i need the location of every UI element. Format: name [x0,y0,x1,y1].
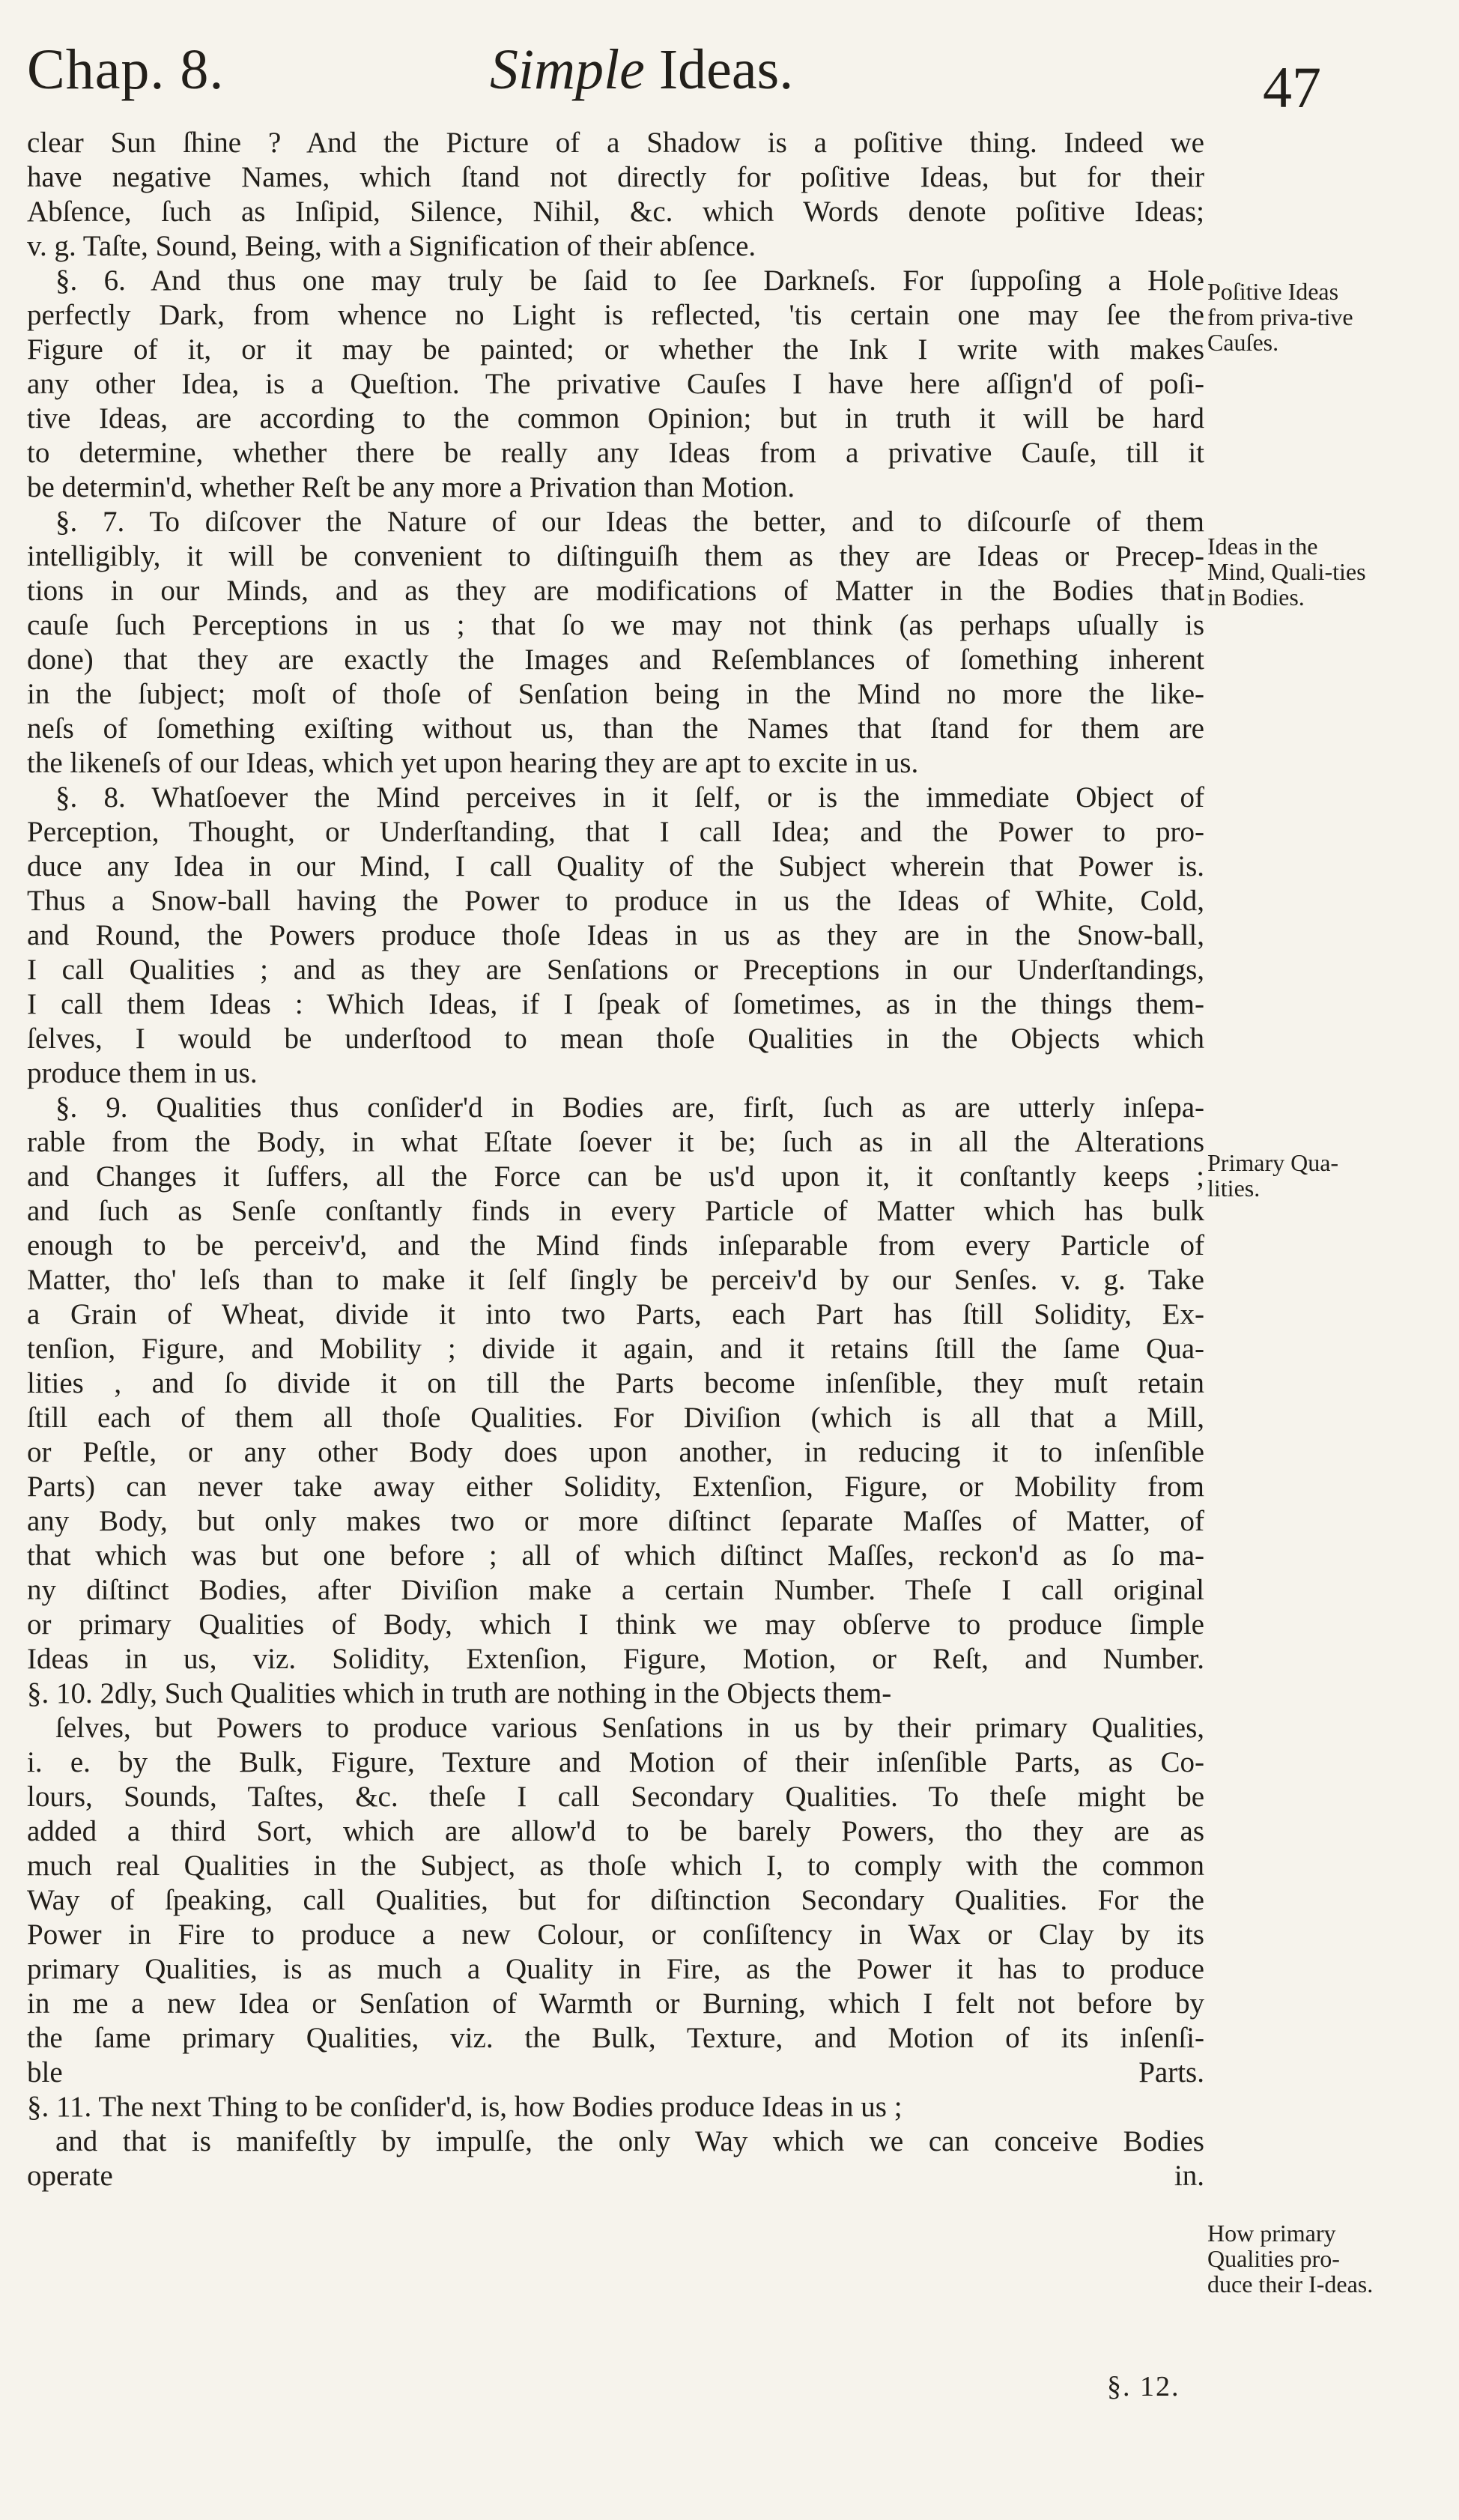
margin-note: Poſitive Ideas from priva-tive Cauſes. [1207,278,1353,356]
text-line: be determin'd, whether Reſt be any more a Privation than Motion. [27,471,795,503]
text-line: rable from the Body, in what Eſtate ſoever it be; ſuch as in all the Alterations [27,1126,1204,1158]
margin-note: Primary Qua-lities. [1207,1149,1339,1202]
text-line: enough to be perceiv'd, and the Mind finds inſeparable from every Particle of [27,1229,1204,1261]
text-line: and that is manifeſtly by impulſe, the only Way which we can conceive Bodies [55,2125,1204,2157]
text-line: Thus a Snow-ball having the Power to produce in us the Ideas of White, Cold, [27,885,1204,917]
text-line: §. 9. Qualities thus conſider'd in Bodies are, firſt, ſuch as are utterly inſepa- [55,1091,1204,1124]
text-line: and Round, the Powers produce thoſe Ideas in us as they are in the Snow-ball, [27,919,1204,951]
page-title-rest: Ideas. [644,38,794,101]
page-title [490,37,793,103]
text-line: §. 7. To diſcover the Nature of our Ideas the better, and to diſcourſe of them [55,506,1204,538]
text-line: §. 6. And thus one may truly be ſaid to ſee Darkneſs. For ſuppoſing a Hole [55,264,1204,297]
text-line: have negative Names, which ſtand not directly for poſitive Ideas, but for their [27,161,1204,193]
text-line: §. 8. Whatſoever the Mind perceives in it ſelf, or is the immediate Object of [55,781,1204,814]
text-line: and Changes it ſuffers, all the Force can be us'd upon it, it conſtantly keeps ; [27,1160,1204,1193]
text-line: Power in Fire to produce a new Colour, or conſiſtency in Wax or Clay by its [27,1918,1204,1951]
text-line: lities , and ſo divide it on till the Parts become inſenſible, they muſt retain [27,1367,1204,1399]
text-line: §. 11. The next Thing to be conſider'd, is, how Bodies produce Ideas in us ; [27,2091,903,2123]
text-line: or Peſtle, or any other Body does upon another, in reducing it to inſenſible [27,1436,1204,1468]
text-line: Matter, tho' leſs than to make it ſelf ſingly be perceiv'd by our Senſes. v. g. Take [27,1264,1204,1296]
text-line: ſelves, I would be underſtood to mean thoſe Qualities in the Objects which [27,1023,1204,1055]
text-line: ny diſtinct Bodies, after Diviſion make a certain Number. Theſe I call original [27,1574,1204,1606]
text-line: in the ſubject; moſt of thoſe of Senſation being in the Mind no more the like- [27,678,1204,710]
text-line: I call Qualities ; and as they are Senſations or Preceptions in our Underſtandings, [27,954,1204,986]
text-line [27,2193,1204,2228]
text-line: any other Idea, is a Queſtion. The privative Cauſes I have here aſſign'd of poſi- [27,368,1204,400]
text-line: a Grain of Wheat, divide it into two Parts, each Part has ſtill Solidity, Ex- [27,1298,1204,1330]
text-line: the ſame primary Qualities, viz. the Bulk, Texture, and Motion of its inſenſi- [27,2022,1204,2054]
text-line: neſs of ſomething exiſting without us, than the Names that ſtand for them are [27,712,1204,745]
body-text [27,126,1204,2228]
text-line: produce them in us. [27,1057,258,1089]
text-line: i. e. by the Bulk, Figure, Texture and Motion of their inſenſible Parts, as Co- [27,1746,1204,1778]
text-line: Figure of it, or it may be painted; or whether the Ink I write with makes [27,333,1204,366]
text-line: §. 10. 2dly, Such Qualities which in truth are nothing in the Objects them- [27,1677,892,1709]
text-line: I call them Ideas : Which Ideas, if I ſpeak of ſometimes, as in the things them- [27,988,1204,1020]
text-line: primary Qualities, is as much a Quality in Fire, as the Power it has to produce [27,1953,1204,1985]
page-title-italic: Simple [490,38,645,101]
text-line: duce any Idea in our Mind, I call Quality of the Subject wherein that Power is. [27,850,1204,882]
margin-note: How primary Qualities pro-duce their I-deas. [1207,2220,1374,2298]
text-line: perfectly Dark, from whence no Light is reflected, 'tis certain one may ſee the [27,299,1204,331]
text-line: Way of ſpeaking, call Qualities, but for diſtinction Secondary Qualities. For the [27,1884,1204,1916]
text-line: much real Qualities in the Subject, as thoſe which I, to comply with the common [27,1850,1204,1882]
text-line: any Body, but only makes two or more diſtinct ſeparate Maſſes of Matter, of [27,1505,1204,1537]
text-line: operate in. [27,2160,1204,2192]
page-number: 47 [1263,55,1321,120]
running-head [27,37,1345,127]
text-line: cauſe ſuch Perceptions in us ; that ſo we may not think (as perhaps uſually is [27,609,1204,641]
text-line: tenſion, Figure, and Mobility ; divide it again, and it retains ſtill the ſame Qua- [27,1333,1204,1365]
text-line: that which was but one before ; all of which diſtinct Maſſes, reckon'd as ſo ma- [27,1539,1204,1572]
text-line: v. g. Taſte, Sound, Being, with a Signification of their abſence. [27,230,756,262]
chapter-label: Chap. 8. [27,38,225,101]
text-line: and ſuch as Senſe conſtantly finds in every Particle of Matter which has bulk [27,1195,1204,1227]
text-line: in me a new Idea or Senſation of Warmth or Burning, which I felt not before by [27,1987,1204,2020]
text-line: Parts) can never take away either Solidity, Extenſion, Figure, or Mobility from [27,1470,1204,1503]
text-line: tions in our Minds, and as they are modifications of Matter in the Bodies that [27,575,1204,607]
text-line: Abſence, ſuch as Inſipid, Silence, Nihil, &c. which Words denote poſitive Ideas; [27,196,1204,228]
margin-note: Ideas in the Mind, Quali-ties in Bodies. [1207,533,1366,611]
text-line: added a third Sort, which are allow'd to be barely Powers, tho they are as [27,1815,1204,1847]
text-line: ble Parts. [27,2056,1204,2089]
text-line: clear Sun ſhine ? And the Picture of a Shadow is a poſitive thing. Indeed we [27,127,1204,159]
text-line: tive Ideas, are according to the common Opinion; but in truth it will be hard [27,402,1204,434]
text-line: ſtill each of them all thoſe Qualities. For Diviſion (which is all that a Mill, [27,1402,1204,1434]
text-line: lours, Sounds, Taſtes, &c. theſe I call Secondary Qualities. To theſe might be [27,1781,1204,1813]
text-line: done) that they are exactly the Images and Reſemblances of ſomething inherent [27,643,1204,676]
text-line: the likeneſs of our Ideas, which yet upon hearing they are apt to excite in us. [27,747,919,779]
text-line: ſelves, but Powers to produce various Senſations in us by their primary Qualities, [55,1712,1204,1744]
text-line: Ideas in us, viz. Solidity, Extenſion, Figure, Motion, or Reſt, and Number. [27,1643,1204,1675]
catchword: §. 12. [1107,2371,1180,2402]
text-line: Perception, Thought, or Underſtanding, that I call Idea; and the Power to pro- [27,816,1204,848]
text-line: or primary Qualities of Body, which I think we may obſerve to produce ſimple [27,1608,1204,1641]
text-line: to determine, whether there be really any Ideas from a privative Cauſe, till it [27,437,1204,469]
text-line: intelligibly, it will be convenient to diſtinguiſh them as they are Ideas or Precep- [27,540,1204,572]
